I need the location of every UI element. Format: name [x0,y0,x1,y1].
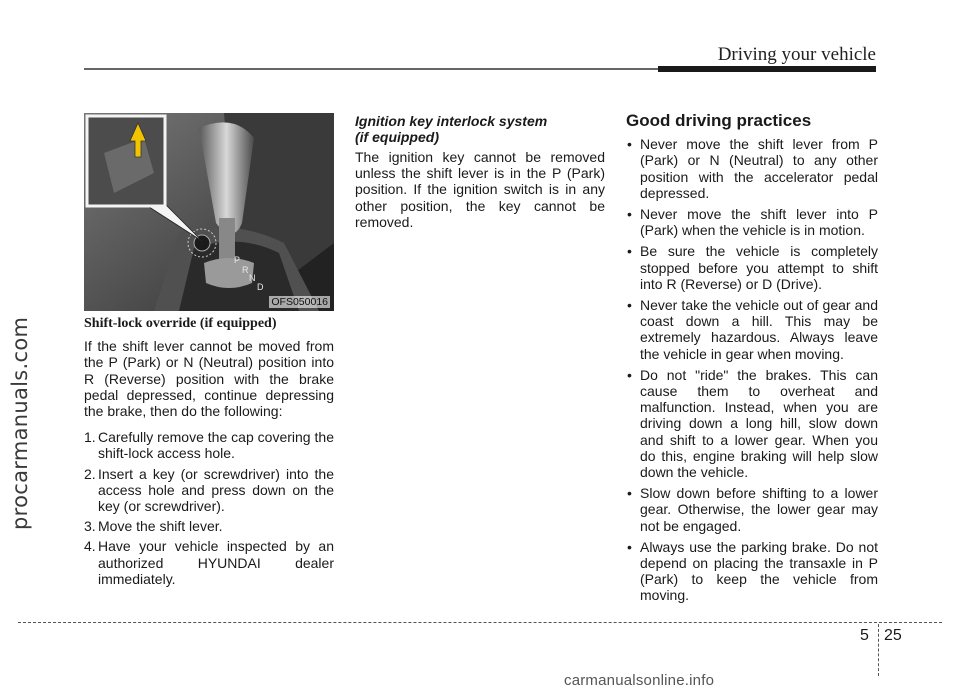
practice-text: Be sure the vehicle is completely stopped before you attempt to shift into R (Reverse) or D (Drive). [640,243,878,292]
chapter-number: 5 [860,627,869,644]
step-text: Carefully remove the cap covering the shift-lock access hole. [98,429,334,462]
list-item [626,243,878,292]
shift-lock-section [84,316,334,591]
ignition-heading-line2: (if equipped) [355,129,439,145]
practice-text: Do not "ride" the brakes. This can cause them to overheat and malfunction. Instead, when you are driving down a long hill, slow down and shift to a lower gear. When you do this, engine braking will help slow down the vehicle. [640,366,878,481]
driving-practices-list [626,136,878,603]
step-number: 4. [84,538,96,555]
step-number: 3. [84,518,96,535]
list-item [84,538,334,587]
ignition-heading [355,113,605,145]
list-item [626,539,878,604]
list-item [626,367,878,480]
shift-lever-photo [84,113,334,311]
header-rule-accent [658,66,876,72]
driving-practices-heading: Good driving practices [626,111,812,130]
practice-text: Always use the parking brake. Do not depend on placing the transaxle in P (Park) to keep the vehicle from moving. [640,538,878,604]
page-number: 25 [884,627,902,644]
page-number-divider [878,624,879,676]
shift-lock-body: If the shift lever cannot be moved from the P (Park) or N (Neutral) position into R (Reverse) position with the brake pedal depressed, continue depressing the brake, then do the following: [84,338,334,420]
bullet-icon: • [627,243,632,260]
shift-lever-illustration [84,113,334,311]
bullet-icon: • [627,485,632,502]
bullet-icon: • [627,538,632,555]
list-item [626,485,878,534]
practice-text: Slow down before shifting to a lower gear. Otherwise, the lower gear may not be engaged. [640,485,878,534]
bullet-icon: • [627,206,632,223]
step-number: 2. [84,465,96,482]
list-item [84,518,334,534]
list-item [626,136,878,201]
shift-lock-heading: Shift-lock override (if equipped) [84,316,277,331]
ignition-body: The ignition key cannot be removed unless the shift lever is in the P (Park) position. If the ignition switch is in any other position, the key cannot be removed. [355,149,605,230]
header-rule [84,68,704,70]
bullet-icon: • [627,366,632,383]
bullet-icon: • [627,136,632,153]
step-text: Move the shift lever. [98,518,223,535]
list-item [84,466,334,515]
gear-letter-d: D [257,282,264,292]
gear-letter-n: N [249,273,256,283]
list-item [84,429,334,461]
step-text: Have your vehicle inspected by an authorized HYUNDAI dealer immediately. [98,538,334,587]
side-watermark: procarmanuals.com [8,316,32,530]
section-title: Driving your vehicle [717,44,876,65]
shift-lock-steps [84,429,334,587]
gear-letter-p: P [234,255,241,265]
practice-text: Never move the shift lever from P (Park) or N (Neutral) to any other position with the accelerator pedal depressed. [640,136,878,201]
footer-watermark: carmanualsonline.info [564,672,715,689]
list-item [626,206,878,238]
photo-code: OFS050016 [271,296,328,308]
bullet-icon: • [627,297,632,314]
list-item [626,297,878,362]
footer-rule [18,622,942,623]
practice-text: Never take the vehicle out of gear and coast down a hill. This may be extremely hazardous. Always leave the vehicle in gear when moving. [640,297,878,362]
step-number: 1. [84,429,96,446]
ignition-interlock-section [355,113,605,230]
ignition-heading-line1: Ignition key interlock system [355,113,548,129]
gear-letter-r: R [242,265,249,275]
driving-practices-section [626,113,878,609]
practice-text: Never move the shift lever into P (Park) when the vehicle is in motion. [640,206,878,239]
step-text: Insert a key (or screwdriver) into the access hole and press down on the key (or screwdriver). [98,465,334,515]
